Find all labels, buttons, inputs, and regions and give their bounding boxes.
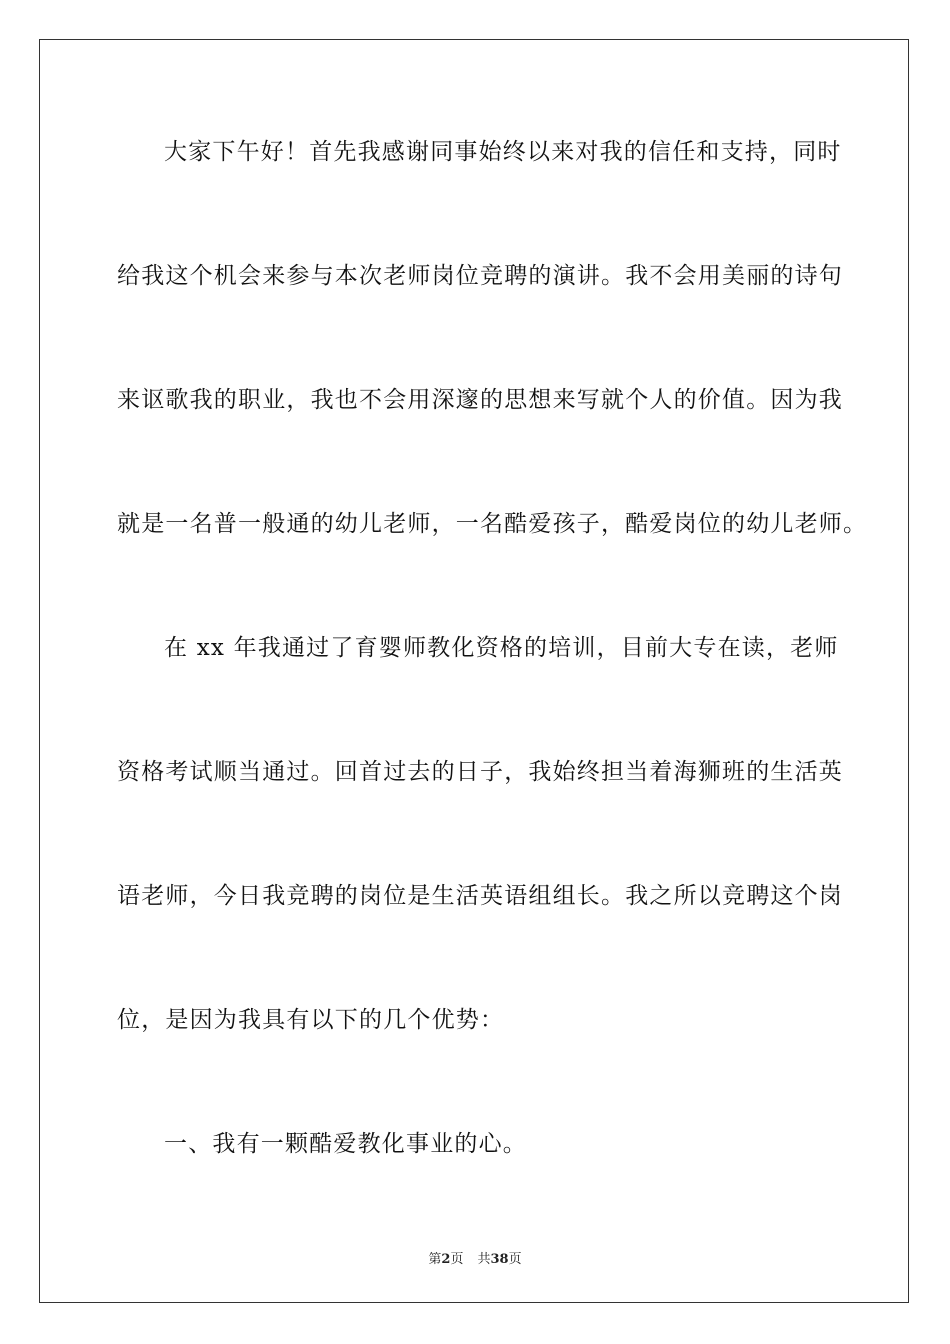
section-heading-1: 一、我有一颗酷爱教化事业的心。 <box>164 1131 527 1157</box>
paragraph-1-line-3: 来讴歌我的职业，我也不会用深邃的思想来写就个人的价值。因为我 <box>117 387 843 413</box>
total-prefix: 共 <box>477 1252 491 1267</box>
total-suffix: 页 <box>508 1252 522 1267</box>
page-border <box>39 39 909 1303</box>
paragraph-1-line-2: 给我这个机会来参与本次老师岗位竞聘的演讲。我不会用美丽的诗句 <box>117 263 843 289</box>
page-suffix: 页 <box>450 1252 464 1267</box>
page-prefix: 第 <box>428 1252 442 1267</box>
paragraph-1-line-4: 就是一名普一般通的幼儿老师，一名酷爱孩子，酷爱岗位的幼儿老师。 <box>117 511 868 537</box>
paragraph-2-line-3: 语老师，今日我竞聘的岗位是生活英语组组长。我之所以竞聘这个岗 <box>117 883 843 909</box>
paragraph-2-line-2: 资格考试顺当通过。回首过去的日子，我始终担当着海狮班的生活英 <box>117 759 843 785</box>
page-number: 2 <box>441 1252 451 1267</box>
total-pages: 38 <box>490 1252 509 1267</box>
page-footer <box>0 1248 950 1267</box>
paragraph-2-line-4: 位，是因为我具有以下的几个优势： <box>117 1007 505 1033</box>
paragraph-1-line-1: 大家下午好！首先我感谢同事始终以来对我的信任和支持，同时 <box>164 139 842 165</box>
paragraph-2-line-1: 在 xx 年我通过了育婴师教化资格的培训，目前大专在读，老师 <box>164 635 839 661</box>
